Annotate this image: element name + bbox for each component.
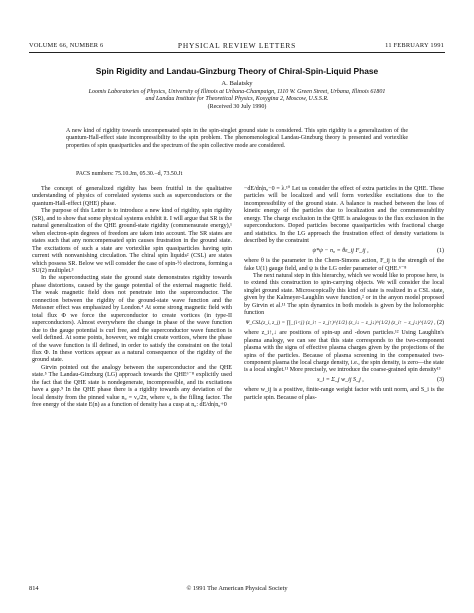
equation-1-body: ψ*ψ − n₀ = θε_ij F_ij , <box>312 247 369 254</box>
equation-3-number: (3) <box>436 376 444 383</box>
equation-2-number: (2) <box>436 319 444 326</box>
left-paragraph-3: In the superconducting state the ground state demonstrates rigidity towards phase distortions, caused by the gauge potential of the external magnetic field. The weak magnetic field does not penetrate into the superconductor. The connection between the rigidity of the ground-state wave function and the Meissner effect was emphasized by London.⁴ At some strong magnetic field with total flux Φ we force the superconductor to create vortices (in type-II superconductors). Almost everywhere the change in phase of the wave function due to the gauge potential is curl free, and the superconductor wave function is well defined. At some points, however, we might create vortices, where the phase of the wave function is ill defined, in order to satisfy the constraint on the total flux Φ. In these vortices appear as a natural consequence of the rigidity of the ground state. <box>32 275 232 364</box>
abstract: A new kind of rigidity towards uncompensated spin in the spin-singlet ground state is considered. This spin rigidity is a generalization of the quantum-Hall-effect state incompressibility to the spin problem. The phenomenological Landau-Ginzburg theory is presented and vortexlike properties of spin quasiparticles and the spectrum of the spin collective mode are considered. <box>66 128 408 149</box>
right-paragraph-3: The next natural step in this hierarchy, which we would like to propose here, is to extend this construction to spin-carrying objects. We will consider the local singlet ground state. Microscopically this kind of state is realized in a CSL state, given by the Kalmeyer-Laughlin wave function,² or in the anyon model proposed by Girvin et al.¹¹ The spin dynamics in both models is given by the holomorphic function <box>244 272 444 317</box>
right-paragraph-4: where z_i↑,↓ are positions of spin-up and -down particles.¹² Using Laughlin's plasma analogy, we can see that this state corresponds to the two-component plasma with the signs of effective plasma charges given by the projections of the spins of the particles. Because of plasma screening in the compensated two-component plasma the local charge density, i.e., the spin density, is zero—the state is a local singlet.¹¹ More precisely, we introduce the coarse-grained spin density¹³ <box>244 330 444 374</box>
equation-2 <box>244 320 444 327</box>
pacs-numbers: PACS numbers: 75.10.Jm, 05.30.−d, 73.50.Jt <box>76 171 183 177</box>
equation-1 <box>244 248 444 255</box>
right-paragraph-1: −dE/dn|n₀−0 = λ.¹⁰ Let us consider the effect of extra particles in the QHE. These particles will be localized and will form vortexlike excitations due to the incompressibility of the ground state. A balance is reached between the loss of kinetic energy of the particles due to localization and the commensurability energy. The charge exclusion in the QHE is analogous to the flux exclusion in the superconductors. Doped particles become quasiparticles with fractional charge and statistics. In the LG approach the frustration effect of density variations is described by the constraint <box>244 186 444 245</box>
left-paragraph-2: The purpose of this Letter is to introduce a new kind of rigidity, spin rigidity (SR), and to show that some physical systems exhibit it. I will argue that SR is the natural generalization of the QHE ground-state rigidity (commensurate energy),¹ when electron-spin degrees of freedom are taken into account. The SR states are states such that any noncompensated spin causes frustration in the ground state. The excitations of such a state are vortexlike spin quasiparticles having spin current with nonvanishing circulation. The chiral spin liquids² (CSL) are states which possess SR. Below we will consider the case of spin-½ electrons, forming a SU(2) multiplet.³ <box>32 208 232 274</box>
equation-3 <box>244 377 444 384</box>
affiliation-line-2: and Landau Institute for Theoretical Physics, Kosygina 2, Moscow, U.S.S.R. <box>145 96 329 103</box>
equation-3-body: s_i = Σ_j w_ij S_j , <box>317 376 364 383</box>
page-number: 814 <box>29 585 39 592</box>
right-column <box>244 186 444 402</box>
affiliation <box>0 89 474 111</box>
right-paragraph-5: where w_ij is a positive, finite-range weight factor with unit norm, and S_i is the particle spin. Because of plas- <box>244 387 444 401</box>
affiliation-line-1: Loomis Laboratories of Physics, University of Illinois at Urbana-Champaign, 1110 W. Green Street, Urbana, Illinois 61801 <box>88 89 386 95</box>
received-date: (Received 30 July 1990) <box>207 103 267 110</box>
header-date: 11 FEBRUARY 1991 <box>385 42 444 49</box>
equation-1-number: (1) <box>436 247 444 254</box>
author: A. Balatsky <box>221 80 253 87</box>
header-journal: PHYSICAL REVIEW LETTERS <box>177 41 297 50</box>
left-paragraph-1: The concept of generalized rigidity has been fruitful in the qualitative understanding of physics of correlated systems such as superconductors or the quantum-Hall-effect (QHE) phase. <box>32 186 232 207</box>
equation-2-body: Ψ_CSL(z_i, z_j) = ∏_{i<j} (z_i↑ − z_j↑)^{1/2} (z_i↓ − z_j↓)^{1/2} (z_i↑ − z_j↓)^{1/2} , <box>245 319 436 326</box>
left-paragraph-4: Girvin pointed out the analogy between the superconductor and the QHE state.⁵ The Landau-Ginzburg (LG) approach towards the QHE⁶⁻⁸ explicitly used the fact that the QHE state is nondegenerate, incompressible, and its excitations have a gap.⁹ In the QHE phase there is a rigidity towards any deviation of the local density from the pinned value n₀ = ν₀/2π, where ν₀ is the filling factor. The free energy of the state E(n) as a function of density has a cusp at n₀: dE/dn|n₀+0 <box>32 364 232 409</box>
header-rule <box>29 52 445 53</box>
header-volume: VOLUME 66, NUMBER 6 <box>29 42 104 49</box>
paper-title: Spin Rigidity and Landau-Ginzburg Theory of Chiral-Spin-Liquid Phase <box>95 66 379 76</box>
left-column <box>32 186 232 410</box>
right-paragraph-2: where θ is the parameter in the Chern-Simons action, F_ij is the strength of the fake U(1) gauge field, and ψ is the LG order parameter of QHE.⁶⁻⁸ <box>244 258 444 272</box>
copyright: © 1991 The American Physical Society <box>186 585 288 592</box>
